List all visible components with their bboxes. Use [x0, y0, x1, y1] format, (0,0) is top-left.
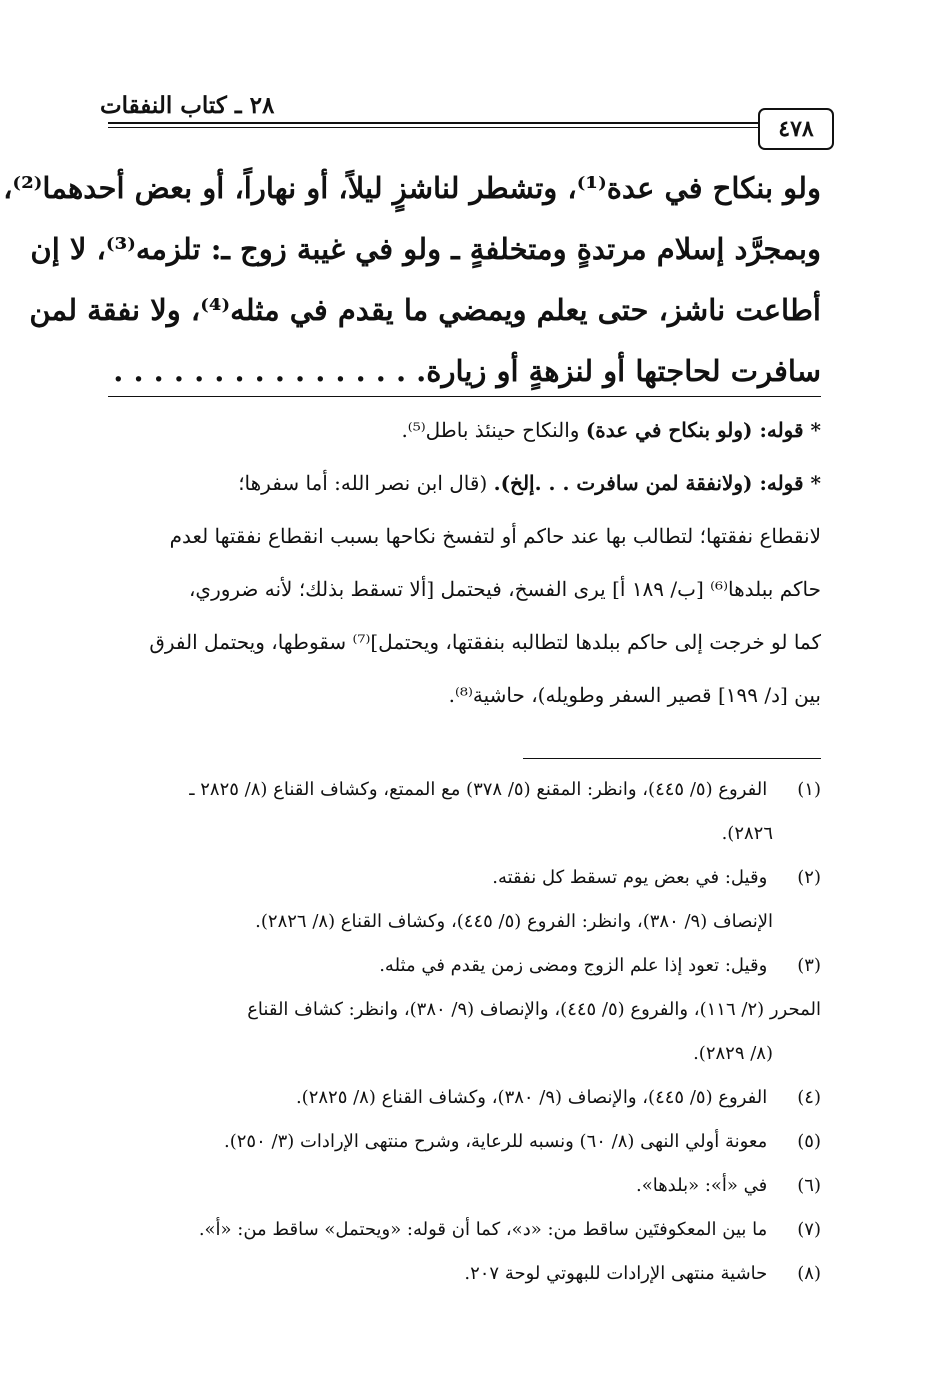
footnote-number: (٧): [797, 1219, 821, 1240]
main-text-line: أطاعت ناشز، حتى يعلم ويمضي ما يقدم في مثله⁽⁴⁾، ولا نفقة لمن: [29, 293, 821, 327]
footnote-text: الفروع (٥/ ٤٤٥)، وانظر: المقنع (٥/ ٣٧٨) مع الممتع، وكشاف القناع (٨/ ٢٨٢٥ ـ: [189, 779, 768, 800]
header-rule-thin: [108, 127, 824, 128]
main-text-line: سافرت لحاجتها أو لنزهةٍ أو زيارة. . . . . . . . . . . . . . . .: [113, 354, 821, 388]
commentary-quote: * قوله: (ولو بنكاح في عدة): [585, 418, 821, 442]
footnote-item: [105, 856, 821, 900]
footnote-item: [105, 1076, 821, 1120]
running-header-title: ٢٨ ـ كتاب النفقات: [100, 92, 275, 119]
main-text-line: وبمجرَّد إسلام مرتدةٍ ومتخلفةٍ ـ ولو في غيبة زوج ـ: تلزمه⁽³⁾، لا إن: [30, 232, 821, 266]
footnote-number: (٢): [797, 867, 821, 888]
commentary-quote: * قوله: (ولانفقة لمن سافرت . . .إلخ).: [493, 471, 821, 495]
footnote-text: ما بين المعكوفتَين ساقط من: «د»، كما أن قوله: «ويحتمل» ساقط من: «أ».: [198, 1219, 768, 1240]
footnote-number: (١): [797, 779, 821, 800]
footnote-text-cont: الإنصاف (٩/ ٣٨٠)، وانظر: الفروع (٥/ ٤٤٥)، وكشاف القناع (٨/ ٢٨٢٦).: [255, 911, 773, 932]
footnote-text: معونة أولي النهى (٨/ ٦٠) ونسبه للرعاية، وشرح منتهى الإرادات (٣/ ٢٥٠).: [224, 1131, 768, 1152]
main-text-line: ولو بنكاح في عدة⁽¹⁾، وتشطر لناشزٍ ليلاً، أو نهاراً، أو بعض أحدهما⁽²⁾،: [3, 171, 821, 205]
footnote-item: [105, 944, 821, 988]
commentary-line: لانقطاع نفقتها؛ لتطالب بها عند حاكم أو لتفسخ نكاحها بسبب انقطاع نفقتها لعدم: [169, 524, 821, 548]
footnote-number: (٨): [797, 1263, 821, 1284]
main-text: [3, 158, 821, 402]
main-text-divider: [108, 396, 821, 397]
footnote-text: وقيل: في بعض يوم تسقط كل نفقته.: [492, 867, 768, 888]
footnote-text-cont: ٢٨٢٦).: [721, 823, 773, 844]
page-number-box: ٤٧٨: [758, 108, 834, 150]
footnote-number: (٥): [797, 1131, 821, 1152]
footnotes: [105, 768, 821, 1296]
footnote-item: [105, 1164, 821, 1208]
header-rule: [108, 122, 824, 124]
footnote-divider: [523, 758, 821, 759]
commentary-section: [105, 404, 821, 722]
commentary-text: (قال ابن نصر الله: أما سفرها؛: [238, 471, 494, 495]
footnote-text-cont: (٨/ ٢٨٢٩).: [693, 1043, 773, 1064]
commentary-line: [105, 457, 821, 510]
commentary-line: كما لو خرجت إلى حاكم ببلدها لتطالبه بنفقتها، ويحتمل]⁽⁷⁾ سقوطها، ويحتمل الفرق: [149, 630, 821, 654]
footnote-item: [105, 1252, 821, 1296]
commentary-line: حاكم ببلدها⁽⁶⁾ [ب/ ١٨٩ أ] يرى الفسخ، فيحتمل [ألا تسقط بذلك؛ لأنه ضروري،: [188, 577, 821, 601]
footnote-number: (٤): [797, 1087, 821, 1108]
footnote-text: وقيل: تعود إذا علم الزوج ومضى زمن يقدم في مثله.: [379, 955, 768, 976]
footnote-text: حاشية منتهى الإرادات للبهوتي لوحة ٢٠٧.: [464, 1263, 768, 1284]
footnote-text-cont: المحرر (٢/ ١١٦)، والفروع (٥/ ٤٤٥)، والإنصاف (٩/ ٣٨٠)، وانظر: كشاف القناع: [247, 999, 821, 1020]
commentary-line: بين [د/ ١٩٩] قصير السفر وطويله)، حاشية⁽⁸⁾.: [448, 683, 821, 707]
footnote-number: (٦): [797, 1175, 821, 1196]
footnote-number: (٣): [797, 955, 821, 976]
commentary-line: [105, 404, 821, 457]
footnote-text: في «أ»: «بلدها».: [635, 1175, 768, 1196]
footnote-item: [105, 1208, 821, 1252]
footnote-item: [105, 768, 821, 812]
footnote-item: [105, 1120, 821, 1164]
commentary-text: والنكاح حينئذ باطل⁽⁵⁾.: [401, 418, 586, 442]
footnote-text: الفروع (٥/ ٤٤٥)، والإنصاف (٩/ ٣٨٠)، وكشاف القناع (٨/ ٢٨٢٥).: [295, 1087, 768, 1108]
